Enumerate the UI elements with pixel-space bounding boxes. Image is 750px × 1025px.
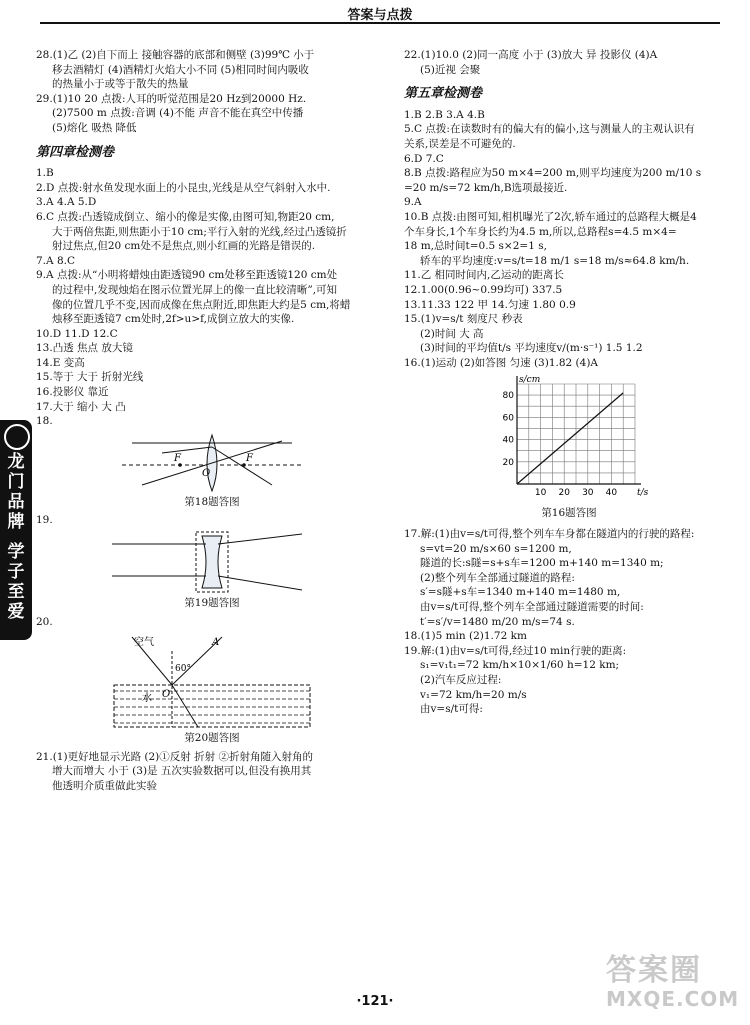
- fig20-caption: 第20题答图: [184, 732, 240, 745]
- fig16-st-chart: [489, 372, 649, 504]
- answer-line: 15.等于 大于 折射光线: [36, 371, 144, 384]
- answer-line: 10.B 点拨:由图可知,相机曝光了2次,轿车通过的总路程大概是4: [404, 210, 697, 223]
- answer-line: (5)近视 会聚: [420, 63, 481, 76]
- chart-y-axis-label: s/cm: [519, 375, 541, 386]
- answer-line: 14.E 变高: [36, 356, 85, 369]
- answer-line: 5.C 点拨:在读数时有的偏大有的偏小,这与测量人的主观认识有: [404, 123, 695, 136]
- answer-line: 28.(1)乙 (2)自下而上 接触容器的底部和侧壁 (3)99℃ 小于: [36, 49, 315, 61]
- answer-line: 2.D 点拨:射水鱼发现水面上的小昆虫,光线是从空气斜射入水中.: [36, 181, 331, 194]
- watermark-line1: 答案圈: [606, 953, 702, 988]
- answer-line: s′=s隧+s车=1340 m+140 m=1480 m,: [420, 586, 621, 599]
- chart-x-tick-label: 40: [605, 488, 618, 499]
- side-tab-char: 至: [7, 582, 25, 602]
- side-tab-char: 龙: [7, 452, 25, 472]
- left-column: [36, 48, 388, 794]
- answer-line: 射过焦点,但20 cm处不是焦点,则小红画的光路是错误的.: [52, 240, 316, 253]
- answer-line: 移去酒精灯 (4)酒精灯火焰大小不同 (5)相同时间内吸收: [52, 63, 309, 76]
- answer-line: v₁=72 km/h=20 m/s: [420, 688, 527, 701]
- section-title-ch5: 第五章检测卷: [404, 86, 483, 102]
- right-column: [404, 48, 734, 717]
- chart-x-tick-label: 20: [558, 488, 570, 499]
- answer-line: 9.A 点拨:从“小明将蜡烛由距透镜90 cm处移至距透镜120 cm处: [36, 269, 338, 282]
- fig19-caption: 第19题答图: [184, 597, 240, 610]
- answer-line: (2)7500 m 点拨:音调 (4)不能 声音不能在真空中传播: [52, 107, 304, 120]
- answer-line: (5)熔化 吸热 降低: [52, 121, 137, 134]
- side-tab-char: 学: [7, 542, 25, 562]
- chart-y-tick-label: 20: [502, 458, 514, 469]
- answer-line: 6.D 7.C: [404, 152, 444, 165]
- answer-line: 20.: [36, 615, 53, 628]
- answer-line: 9.A: [404, 196, 422, 209]
- fig18-label-f-left: F: [174, 452, 181, 464]
- answer-line: 17.大于 缩小 大 凸: [36, 400, 126, 413]
- fig20-label-air: 空气: [134, 637, 154, 649]
- answer-line: 13.11.33 122 甲 14.匀速 1.80 0.9: [404, 298, 576, 311]
- answer-line: 18.: [36, 415, 53, 428]
- fig16-caption: 第16题答图: [541, 507, 597, 520]
- page-number: ·121·: [356, 994, 394, 1009]
- answer-line: 由v=s/t可得:: [420, 703, 483, 716]
- answer-line: 3.A 4.A 5.D: [36, 196, 97, 209]
- header-rule: [40, 22, 720, 24]
- section-title-ch4: 第四章检测卷: [36, 144, 115, 160]
- chart-series-line: [517, 393, 623, 484]
- answer-line: (2)整个列车全部通过隧道的路程:: [420, 571, 575, 584]
- fig18-convex-lens-diagram: [122, 431, 302, 493]
- answer-line: 的热量小于或等于散失的热量: [52, 78, 189, 91]
- answer-line: 10.D 11.D 12.C: [36, 327, 118, 340]
- answer-line: 8.B 点拨:路程应为50 m×4=200 m,则平均速度为200 m/10 s: [404, 167, 702, 180]
- answer-line: s₁=v₁t₁=72 km/h×10×1/60 h=12 km;: [420, 659, 620, 672]
- answer-line: 18 m,总时间t=0.5 s×2=1 s,: [404, 240, 547, 253]
- side-tab-circle: [4, 424, 30, 450]
- answer-line: 烛移至距透镜7 cm处时,2f>u>f,成倒立放大的实像.: [52, 313, 295, 326]
- answer-line: 的过程中,发现烛焰在图示位置光屏上的像一直比较清晰”,可知: [52, 283, 338, 296]
- fig20-refraction-diagram: [112, 631, 312, 729]
- answer-line: (2)汽车反应过程:: [420, 674, 502, 686]
- answer-line: 12.1.00(0.96~0.99均可) 337.5: [404, 283, 563, 296]
- answer-line: 隧道的长:s隧=s+s车=1200 m+140 m=1340 m;: [420, 557, 664, 570]
- answer-line: 关系,误差是不可避免的.: [404, 137, 516, 150]
- answer-line: 个车身长,1个车身长约为4.5 m,所以,总路程s=4.5 m×4=: [404, 225, 677, 238]
- answer-line: 1.B: [36, 167, 54, 180]
- answer-line: s=vt=20 m/s×60 s=1200 m,: [420, 542, 572, 555]
- chart-y-tick-label: 80: [502, 391, 514, 402]
- answer-line: 16.投影仪 靠近: [36, 386, 109, 399]
- chart-x-tick-label: 30: [582, 488, 594, 499]
- side-tab-char: 门: [7, 472, 25, 492]
- answer-line: 轿车的平均速度:v=s/t=18 m/1 s=18 m/s≈64.8 km/h.: [420, 254, 690, 267]
- answer-line: 19.: [36, 514, 53, 527]
- answer-line: 像的位置几乎不变,因而成像在焦点附近,即焦距大约是5 cm,将蜡: [52, 298, 351, 311]
- chart-x-tick-label: 10: [534, 488, 547, 499]
- chart-y-tick-label: 40: [502, 436, 514, 447]
- side-tab-char: 子: [7, 562, 25, 582]
- answer-line: (3)时间的平均值t/s 平均速度v/(m·s⁻¹) 1.5 1.2: [420, 342, 643, 355]
- answer-line: 由v=s/t可得,整个列车全部通过隧道需要的时间:: [420, 601, 644, 614]
- answer-line: 增大而增大 小于 (3)是 五次实验数据可以,但没有换用其: [52, 765, 312, 778]
- fig20-label-water: 水: [142, 693, 152, 705]
- answer-line: 他透明介质重做此实验: [52, 780, 157, 792]
- side-tab-char: 品: [7, 492, 25, 512]
- chart-x-axis-label: t/s: [637, 488, 649, 499]
- fig19-concave-lens-diagram: [112, 530, 312, 594]
- answer-line: 6.C 点拨:凸透镜成倒立、缩小的像是实像,由图可知,物距20 cm,: [36, 210, 335, 223]
- answer-line: 17.解:(1)由v=s/t可得,整个列车车身都在隧道内的行驶的路程:: [404, 528, 695, 541]
- answer-line: 19.解:(1)由v=s/t可得,经过10 min行驶的距离:: [404, 644, 627, 657]
- side-tab-text: [6, 452, 26, 622]
- answer-line: 1.B 2.B 3.A 4.B: [404, 108, 485, 121]
- fig18-label-o: O: [202, 467, 211, 479]
- chart-y-tick-label: 60: [502, 413, 514, 424]
- answer-line: 22.(1)10.0 (2)同一高度 小于 (3)放大 异 投影仪 (4)A: [404, 49, 658, 61]
- answer-line: 大于两倍焦距,则焦距小于10 cm;平行入射的光线,经过凸透镜折: [52, 225, 347, 238]
- answer-line: 16.(1)运动 (2)如答图 匀速 (3)1.82 (4)A: [404, 356, 599, 369]
- answer-line: 7.A 8.C: [36, 254, 75, 267]
- fig18-label-f-right: F: [246, 452, 253, 464]
- answer-line: 18.(1)5 min (2)1.72 km: [404, 630, 527, 643]
- watermark-line2: MXQE.COM: [606, 987, 740, 1011]
- watermark: [606, 953, 740, 1016]
- side-tab-char: 爱: [7, 602, 25, 622]
- fig18-caption: 第18题答图: [184, 495, 240, 508]
- answer-line: 29.(1)10 20 点拨:人耳的听觉范围是20 Hz到20000 Hz.: [36, 92, 307, 105]
- answer-line: 21.(1)更好地显示光路 (2)①反射 折射 ②折射角随入射角的: [36, 750, 313, 763]
- answer-line: (2)时间 大 高: [420, 327, 484, 340]
- answer-line: t′=s′/v=1480 m/20 m/s=74 s.: [420, 615, 575, 628]
- answer-line: 15.(1)v=s/t 刻度尺 秒表: [404, 313, 523, 326]
- side-tab-char: 牌: [7, 512, 25, 532]
- answer-line: 13.凸透 焦点 放大镜: [36, 342, 133, 355]
- answer-line: 11.乙 相同时间内,乙运动的距离长: [404, 269, 564, 282]
- answer-line: =20 m/s=72 km/h,B选项最接近.: [404, 181, 568, 194]
- page-header: 答案与点拨: [347, 8, 413, 23]
- fig20-label-o: O: [162, 689, 171, 701]
- fig20-label-angle: 60°: [175, 664, 191, 675]
- fig20-label-a: A: [212, 637, 220, 649]
